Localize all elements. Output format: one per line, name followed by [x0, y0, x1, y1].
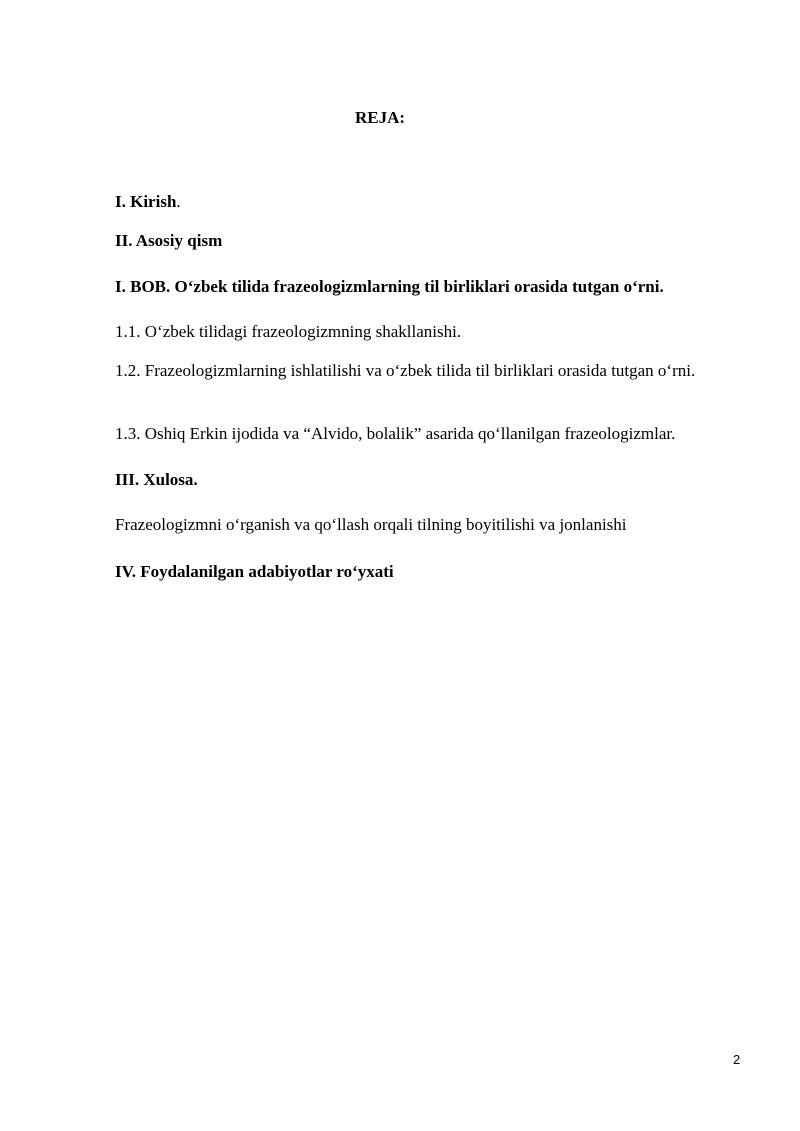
plan-item-section-1-2: 1.2. Frazeologizmlarning ishlatilishi va o‘zbek tilida til birliklari orasida tutgan o‘rni. [115, 361, 696, 380]
plan-item-chapter-one: I. BOB. O‘zbek tilida frazeologizmlarning til birliklari orasida tutgan o‘rni. [115, 277, 664, 296]
plan-item-text: I. Kirish [115, 192, 177, 211]
plan-item-suffix: . [176, 192, 181, 211]
plan-item-conclusion: III. Xulosa. [115, 470, 198, 489]
page-number: 2 [733, 1052, 741, 1067]
plan-item-references: IV. Foydalanilgan adabiyotlar ro‘yxati [115, 562, 394, 581]
plan-item-introduction [115, 190, 745, 214]
plan-item-section-1-3: 1.3. Oshiq Erkin ijodida va “Alvido, bolalik” asarida qo‘llanilgan frazeologizmlar. [115, 424, 676, 443]
plan-item-conclusion-text: Frazeologizmni o‘rganish va qo‘llash orqali tilning boyitilishi va jonlanishi [115, 515, 627, 534]
plan-item-main-part: II. Asosiy qism [115, 231, 223, 250]
page-title: REJA: [354, 108, 406, 127]
plan-item-section-1-1: 1.1. O‘zbek tilidagi frazeologizmning shakllanishi. [115, 322, 462, 341]
